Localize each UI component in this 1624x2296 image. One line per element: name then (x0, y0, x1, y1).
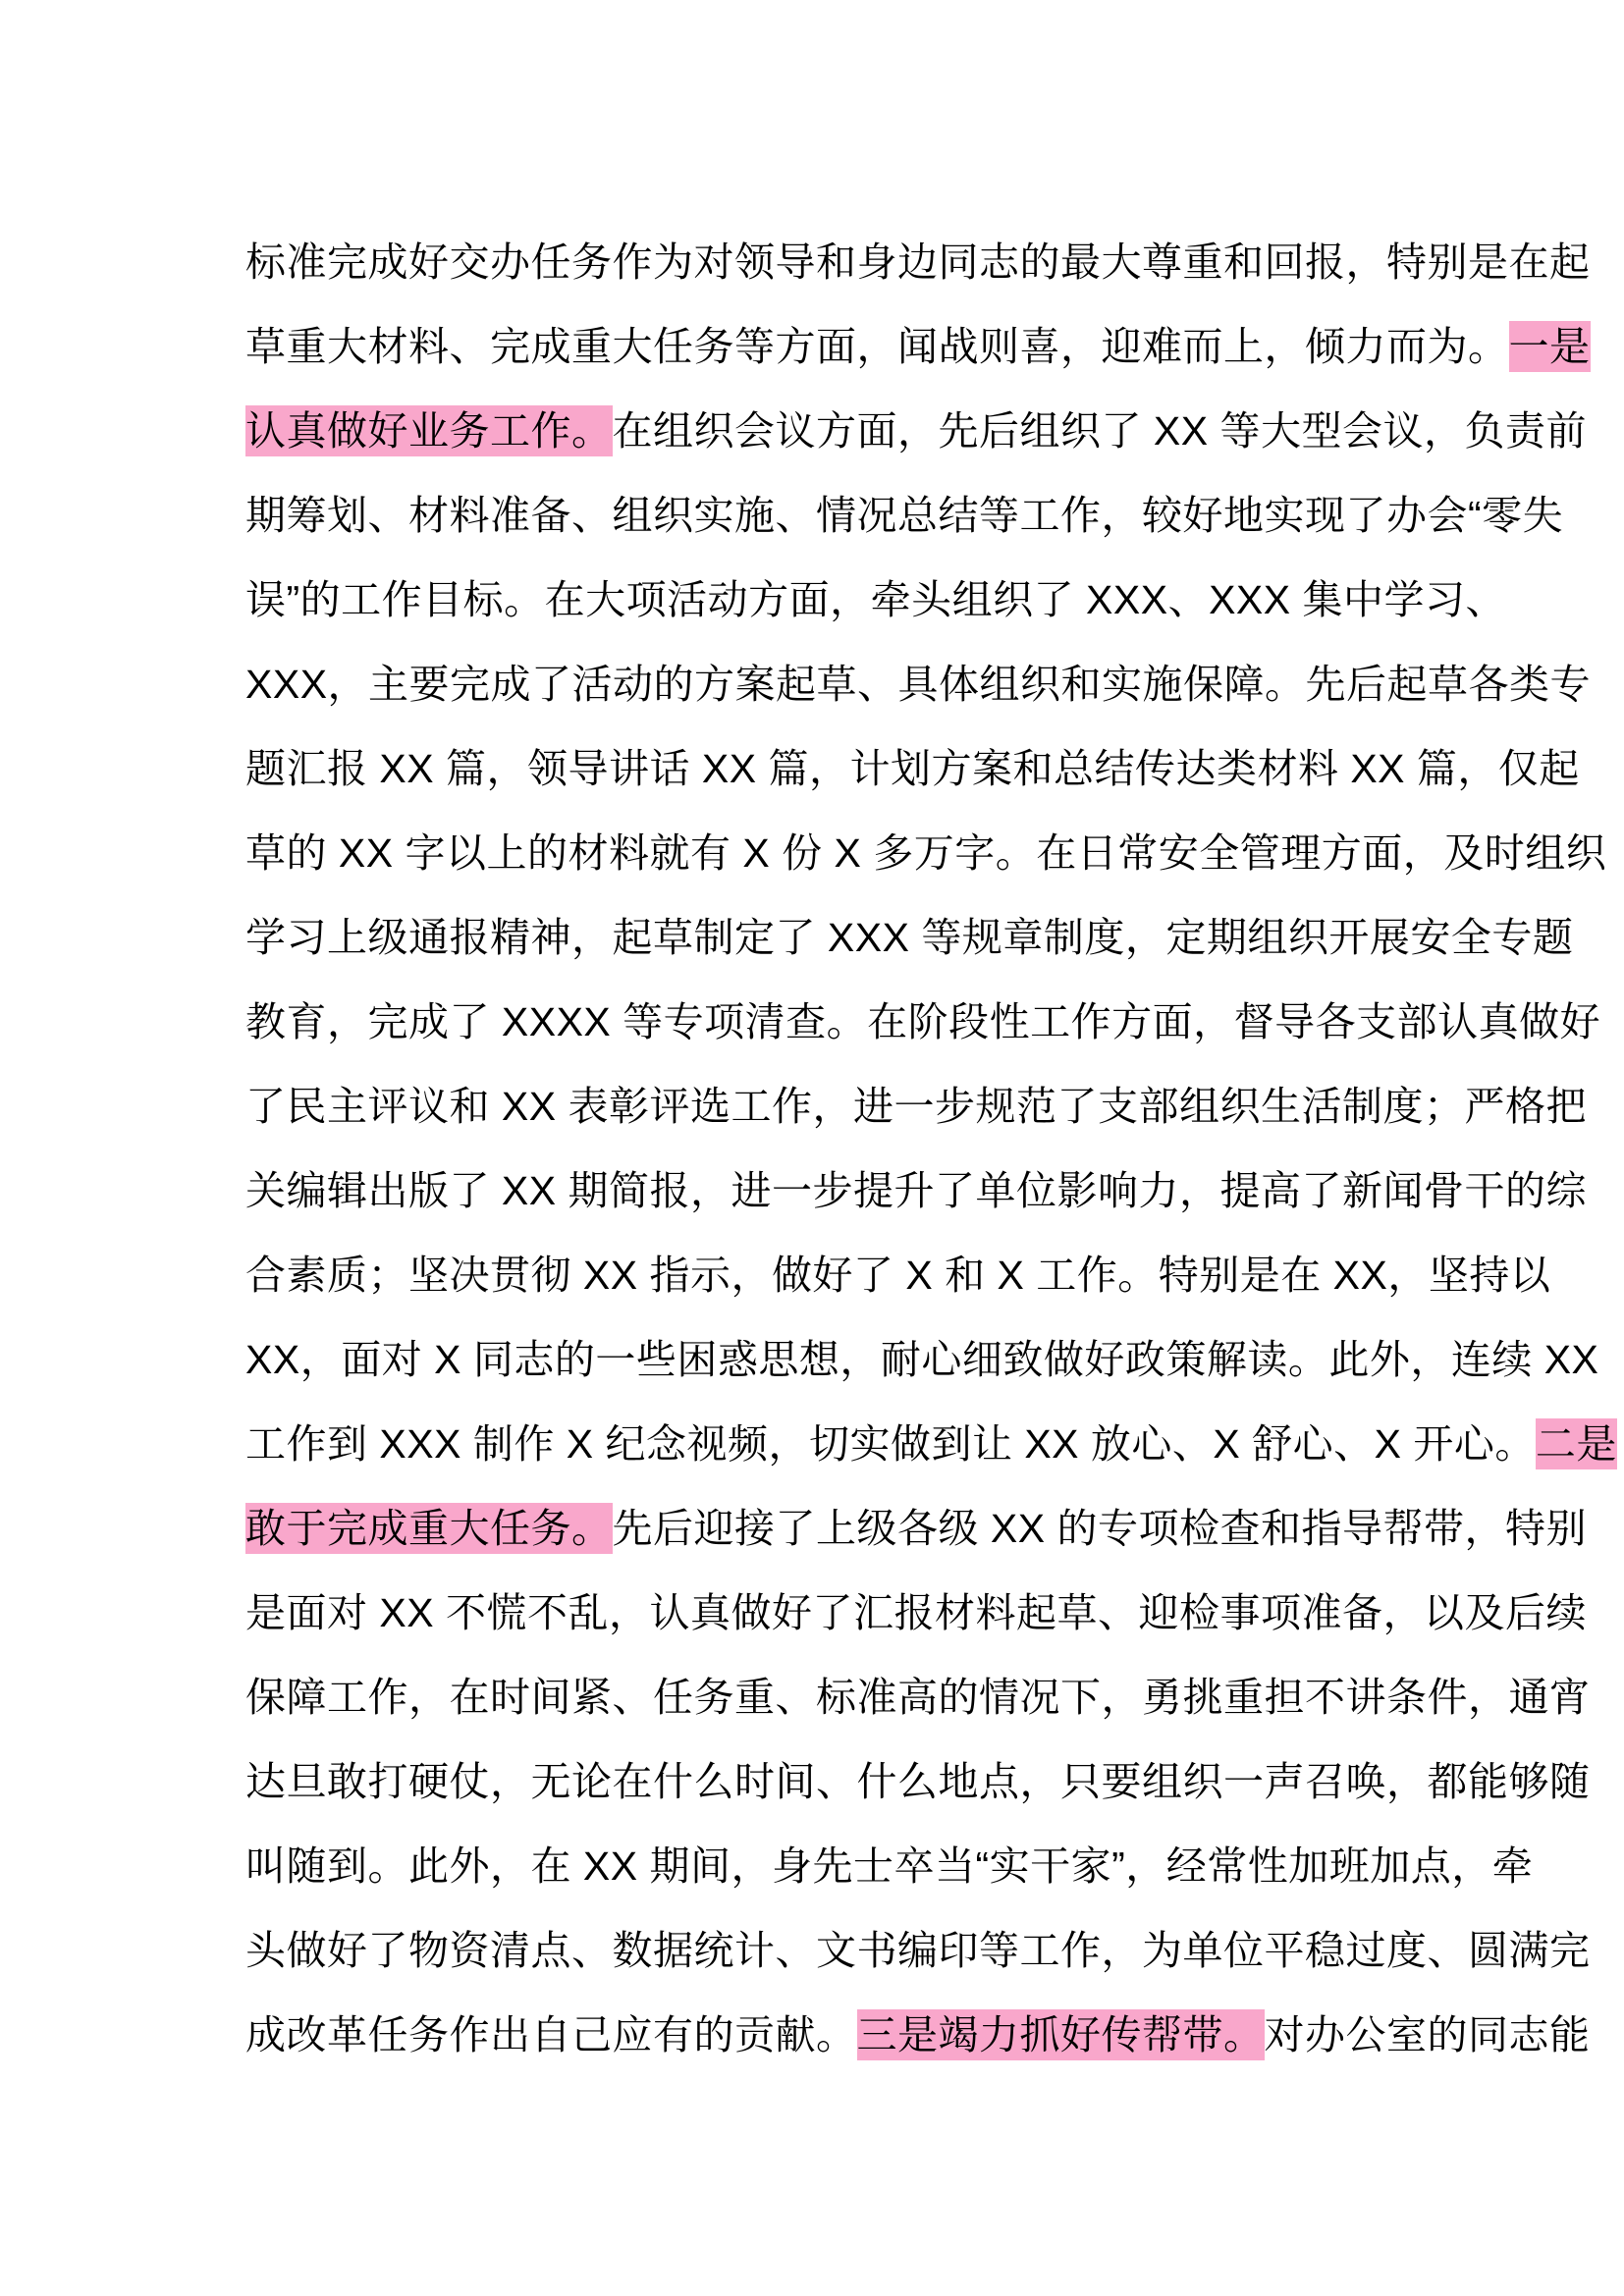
body-text: 草重大材料、完成重大任务等方面，闻战则喜，迎难而上，倾力而为。 (245, 324, 1509, 369)
body-text: 教育，完成了 XXXX 等专项清查。在阶段性工作方面，督导各支部认真做好 (245, 999, 1601, 1044)
body-text: 关编辑出版了 XX 期简报，进一步提升了单位影响力，提高了新闻骨干的综 (245, 1168, 1587, 1213)
body-text: 学习上级通报精神，起草制定了 XXX 等规章制度，定期组织开展安全专题 (245, 915, 1574, 960)
text-line (245, 811, 1607, 895)
text-line (245, 1148, 1587, 1233)
document-lines (245, 220, 1617, 2077)
text-line (245, 304, 1591, 389)
text-line (245, 1993, 1591, 2077)
text-line (245, 895, 1574, 980)
body-text: 是面对 XX 不慌不乱，认真做好了汇报材料起草、迎检事项准备，以及后续 (245, 1590, 1587, 1635)
text-line (245, 1571, 1587, 1655)
highlighted-text: 敢于完成重大任务。 (245, 1503, 613, 1554)
body-text: 保障工作，在时间紧、任务重、标准高的情况下，勇挑重担不讲条件，通宵 (245, 1675, 1591, 1720)
text-line (245, 1233, 1551, 1317)
body-text: 成改革任务作出自己应有的贡献。 (245, 2012, 857, 2057)
body-text: 误”的工作目标。在大项活动方面，牵头组织了 XXX、XXX 集中学习、 (245, 577, 1507, 622)
body-text: 了民主评议和 XX 表彰评选工作，进一步规范了支部组织生活制度；严格把 (245, 1084, 1587, 1129)
body-text: 对办公室的同志能 (1264, 2012, 1591, 2057)
text-line (245, 389, 1587, 473)
document-body (245, 220, 1617, 2077)
text-line (245, 980, 1601, 1064)
highlighted-text: 认真做好业务工作。 (245, 405, 613, 456)
text-line (245, 1908, 1591, 1993)
body-text: XXX，主要完成了活动的方案起草、具体组织和实施保障。先后起草各类专 (245, 662, 1592, 707)
highlighted-text: 三是竭力抓好传帮带。 (857, 2009, 1265, 2060)
body-text: 工作到 XXX 制作 X 纪念视频，切实做到让 XX 放心、X 舒心、X 开心。 (245, 1421, 1536, 1467)
highlighted-text: 二是 (1536, 1418, 1617, 1469)
text-line (245, 1064, 1587, 1148)
text-line (245, 1739, 1591, 1824)
text-line (245, 558, 1507, 642)
text-line (245, 726, 1580, 811)
body-text: 先后迎接了上级各级 XX 的专项检查和指导帮带，特别 (612, 1506, 1587, 1551)
body-text: 达旦敢打硬仗，无论在什么时间、什么地点，只要组织一声召唤，都能够随 (245, 1759, 1591, 1804)
body-text: 在组织会议方面，先后组织了 XX 等大型会议，负责前 (612, 408, 1587, 454)
body-text: 头做好了物资清点、数据统计、文书编印等工作，为单位平稳过度、圆满完 (245, 1928, 1591, 1973)
body-text: 叫随到。此外，在 XX 期间，身先士卒当“实干家”，经常性加班加点，牵 (245, 1843, 1534, 1889)
body-text: 合素质；坚决贯彻 XX 指示，做好了 X 和 X 工作。特别是在 XX，坚持以 (245, 1253, 1551, 1298)
body-text: 期筹划、材料准备、组织实施、情况总结等工作，较好地实现了办会“零失 (245, 493, 1564, 538)
text-line (245, 1486, 1587, 1571)
text-line (245, 1655, 1591, 1739)
body-text: 题汇报 XX 篇，领导讲话 XX 篇，计划方案和总结传达类材料 XX 篇，仅起 (245, 746, 1580, 791)
text-line (245, 1402, 1617, 1486)
body-text: 标准完成好交办任务作为对领导和身边同志的最大尊重和回报，特别是在起 (245, 240, 1591, 285)
body-text: 草的 XX 字以上的材料就有 X 份 X 多万字。在日常安全管理方面，及时组织 (245, 830, 1607, 876)
text-line (245, 1317, 1599, 1402)
highlighted-text: 一是 (1509, 321, 1591, 372)
text-line (245, 473, 1564, 558)
body-text: XX，面对 X 同志的一些困惑思想，耐心细致做好政策解读。此外，连续 XX (245, 1337, 1599, 1382)
text-line (245, 220, 1591, 304)
text-line (245, 1824, 1534, 1908)
text-line (245, 642, 1592, 726)
